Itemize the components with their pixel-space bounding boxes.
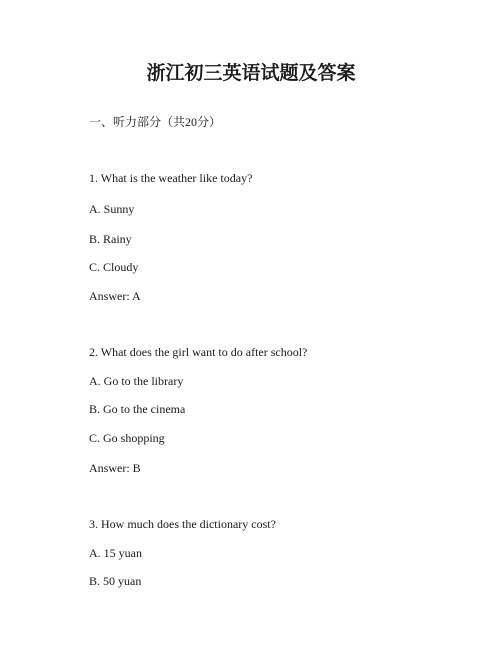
question-1-text: 1. What is the weather like today?: [89, 171, 253, 185]
question-1-option-c: C. Cloudy: [89, 260, 139, 274]
question-3-option-a: A. 15 yuan: [89, 546, 142, 560]
question-2-option-a: A. Go to the library: [89, 374, 184, 388]
question-1-answer: Answer: A: [89, 289, 141, 303]
question-2-option-c: C. Go shopping: [89, 431, 165, 445]
section-heading: 一、听力部分（共20分）: [89, 115, 222, 129]
question-1-option-a: A. Sunny: [89, 202, 135, 216]
question-3-option-b: B. 50 yuan: [89, 574, 142, 588]
question-2-answer: Answer: B: [89, 461, 141, 475]
question-2-text: 2. What does the girl want to do after school?: [89, 345, 308, 359]
question-3-text: 3. How much does the dictionary cost?: [89, 517, 276, 531]
document-title: 浙江初三英语试题及答案: [146, 63, 356, 84]
question-2-option-b: B. Go to the cinema: [89, 402, 186, 416]
question-1-option-b: B. Rainy: [89, 232, 132, 246]
